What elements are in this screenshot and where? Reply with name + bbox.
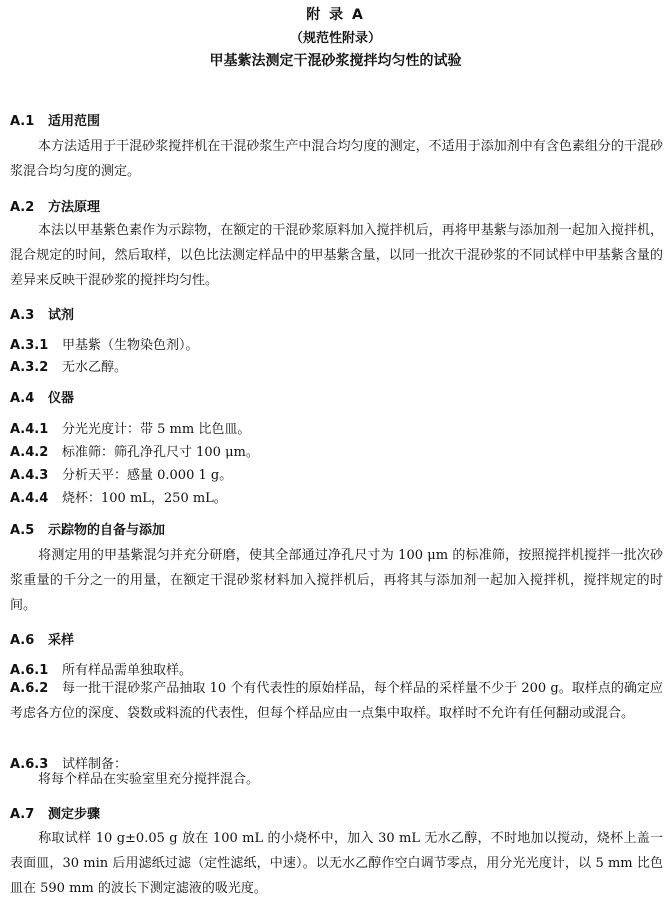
- section-a1-heading: [10, 110, 100, 129]
- section-a5-heading: [10, 519, 165, 538]
- item-number: A.3.1: [10, 338, 49, 353]
- item-text: 无水乙醇。: [62, 360, 128, 375]
- appendix-label: 附 录 A: [306, 7, 365, 23]
- section-title: 适用范围: [48, 114, 101, 129]
- section-title: 采样: [48, 633, 75, 648]
- section-title: 方法原理: [48, 200, 101, 215]
- list-item: [10, 487, 227, 506]
- section-number: A.1: [10, 114, 35, 129]
- section-a6-heading: [10, 629, 74, 648]
- item-text: 分析天平：感量 0.000 1 g。: [62, 468, 233, 483]
- section-title: 仪器: [48, 391, 75, 406]
- list-item: [10, 676, 663, 726]
- section-a2-heading: [10, 196, 100, 215]
- item-number: A.4.3: [10, 468, 49, 483]
- section-a1-body: [10, 134, 663, 184]
- item-number: A.4.4: [10, 491, 49, 506]
- list-item: [10, 464, 232, 483]
- section-title: 测定步骤: [48, 807, 101, 822]
- section-number: A.2: [10, 200, 35, 215]
- item-text: 甲基紫（生物染色剂）。: [62, 338, 199, 353]
- section-a7-body: [10, 826, 663, 901]
- list-item: [10, 441, 259, 460]
- item-text: 标准筛：筛孔净孔尺寸 100 μm。: [62, 445, 259, 460]
- paragraph-text: 本方法适用于干混砂浆搅拌机在干混砂浆生产中混合均匀度的测定，不适用于添加剂中有含色素组分的干混砂浆混合均匀度的测定。: [10, 139, 663, 179]
- item-number: A.3.2: [10, 360, 49, 375]
- list-item: [10, 356, 127, 375]
- item-number: A.4.2: [10, 445, 49, 460]
- section-number: A.5: [10, 523, 35, 538]
- section-title: 试剂: [48, 308, 75, 323]
- section-number: A.4: [10, 391, 35, 406]
- item-text: 所有样品需单独取样。: [62, 663, 193, 678]
- section-title: 示踪物的自备与添加: [48, 523, 166, 538]
- item-text: 烧杯：100 mL，250 mL。: [62, 491, 227, 506]
- section-number: A.7: [10, 807, 35, 822]
- section-a4-heading: [10, 387, 74, 406]
- item-text: 分光光度计：带 5 mm 比色皿。: [62, 422, 251, 437]
- item-text: 试样制备：: [62, 757, 128, 772]
- section-a7-heading: [10, 803, 100, 822]
- paragraph-text: 称取试样 10 g±0.05 g 放在 100 mL 的小烧杯中，加入 30 mL 无水乙醇，不时地加以搅动，烧杯上盖一表面皿，30 min 后用滤纸过滤（定性滤纸，中速）。以无水乙醇作空白调节零点，用分光光度计，以 5 mm 比色皿在 590 mm 的波长下测定滤液的吸光度。: [10, 831, 663, 896]
- paragraph-text: 将测定用的甲基紫混匀并充分研磨，使其全部通过净孔尺寸为 100 μm 的标准筛，按照搅拌机搅拌一批次砂浆重量的千分之一的用量，在额定干混砂浆材料加入搅拌机后，再将其与添加剂一起加入搅拌机，搅拌规定的时间。: [10, 548, 663, 613]
- paragraph-text: 本法以甲基紫色素作为示踪物，在额定的干混砂浆原料加入搅拌机后，再将甲基紫与添加剂一起加入搅拌机，混合规定的时间，然后取样，以色比法测定样品中的甲基紫含量，以同一批次干混砂浆的不同试样中甲基紫含量的差异来反映干混砂浆的搅拌均匀性。: [10, 223, 663, 288]
- section-a3-heading: [10, 304, 74, 323]
- section-number: A.6: [10, 633, 35, 648]
- paragraph: [10, 767, 663, 792]
- section-number: A.3: [10, 308, 35, 323]
- section-a5-body: [10, 543, 663, 618]
- list-item: [10, 334, 199, 353]
- item-number: A.6.2: [10, 681, 49, 696]
- item-number: A.6.1: [10, 663, 49, 678]
- appendix-nature: （规范性附录）: [289, 31, 381, 46]
- item-number: A.4.1: [10, 422, 49, 437]
- item-number: A.6.3: [10, 757, 49, 772]
- appendix-title: 甲基紫法测定干混砂浆搅拌均匀性的试验: [209, 53, 462, 69]
- item-text: 每一批干混砂浆产品抽取 10 个有代表性的原始样品，每个样品的采样量不少于 200 g。取样点的确定应考虑各方位的深度、袋数或料流的代表性，但每个样品应由一点集中取样。取样时不允许有任何翻动或混合。: [10, 681, 663, 721]
- section-a2-body: [10, 218, 663, 293]
- list-item: [10, 418, 250, 437]
- paragraph-text: 将每个样品在实验室里充分搅拌混合。: [38, 772, 260, 787]
